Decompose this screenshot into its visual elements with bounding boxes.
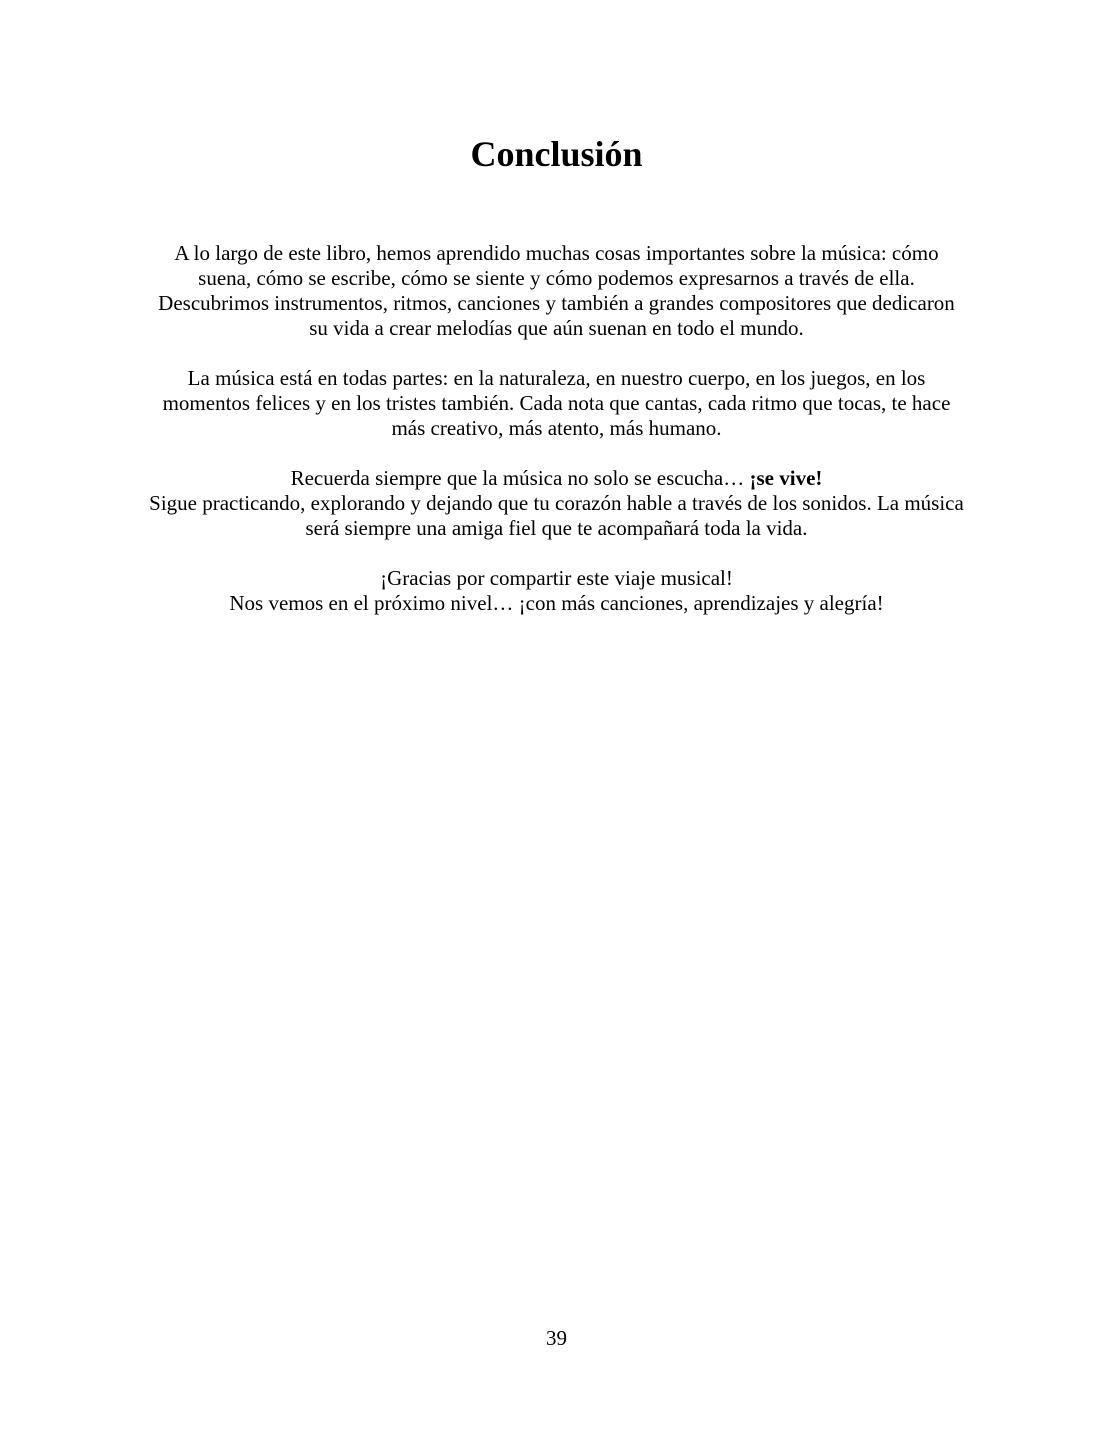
page-number: 39 <box>546 1326 567 1350</box>
paragraph-line: Sigue practicando, explorando y dejando que tu corazón hable a través de los sonidos. La música <box>149 491 964 515</box>
paragraph-line: ¡Gracias por compartir este viaje musical! <box>380 566 733 590</box>
paragraph-1 <box>120 241 993 341</box>
paragraph-line: A lo largo de este libro, hemos aprendido muchas cosas importantes sobre la música: cómo <box>174 241 939 265</box>
paragraph-line: Descubrimos instrumentos, ritmos, canciones y también a grandes compositores que dedicaron <box>158 291 955 315</box>
body-text <box>120 241 993 641</box>
paragraph-2 <box>120 366 993 441</box>
emphasis-text: ¡se vive! <box>749 466 823 490</box>
paragraph-line-text: Recuerda siempre que la música no solo se escucha… <box>290 466 750 490</box>
paragraph-line: La música está en todas partes: en la naturaleza, en nuestro cuerpo, en los juegos, en los <box>187 366 926 390</box>
paragraph-line <box>120 466 993 491</box>
paragraph-line: su vida a crear melodías que aún suenan en todo el mundo. <box>309 316 804 340</box>
paragraph-4 <box>120 566 993 616</box>
paragraph-3 <box>120 466 993 541</box>
paragraph-line: Nos vemos en el próximo nivel… ¡con más canciones, aprendizajes y alegría! <box>229 591 884 615</box>
page-title: Conclusión <box>470 134 643 174</box>
paragraph-line: suena, cómo se escribe, cómo se siente y cómo podemos expresarnos a través de ella. <box>198 266 915 290</box>
paragraph-line: más creativo, más atento, más humano. <box>391 416 722 440</box>
paragraph-line: momentos felices y en los tristes también. Cada nota que cantas, cada ritmo que tocas, te hace <box>162 391 951 415</box>
paragraph-line: será siempre una amiga fiel que te acompañará toda la vida. <box>305 516 808 540</box>
